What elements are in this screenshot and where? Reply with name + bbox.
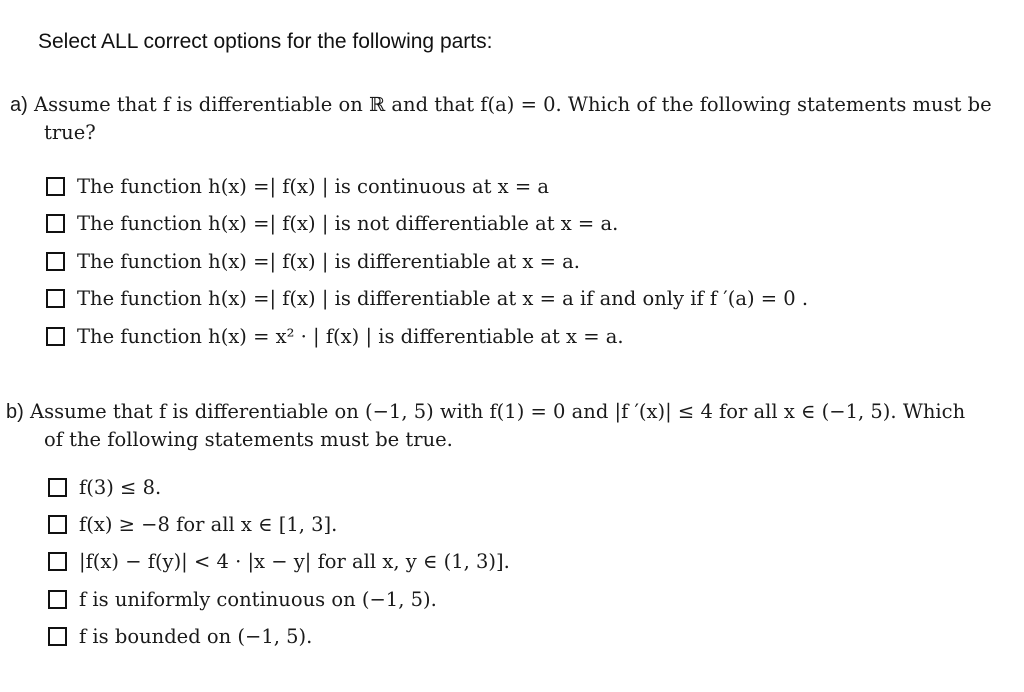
part-a-option-4[interactable] xyxy=(46,283,808,313)
part-a-option-1[interactable] xyxy=(46,171,549,201)
part-b-stem-line2: of the following statements must be true. xyxy=(44,428,453,451)
option-label: The function h(x) =| f(x) | is differentiable at x = a if and only if f ′(a) = 0 . xyxy=(77,286,809,310)
option-label: f is bounded on (−1, 5). xyxy=(79,624,313,648)
instructions-heading: Select ALL correct options for the following parts: xyxy=(38,30,493,53)
part-a-option-2[interactable] xyxy=(46,208,618,238)
part-a-option-5[interactable] xyxy=(46,321,624,351)
checkbox[interactable] xyxy=(48,627,67,646)
option-label: |f(x) − f(y)| < 4 · |x − y| for all x, y ∈ (1, 3)]. xyxy=(79,549,510,573)
part-b-option-5[interactable] xyxy=(48,621,312,651)
part-b-option-4[interactable] xyxy=(48,584,437,614)
checkbox[interactable] xyxy=(48,552,67,571)
part-a-stem-line1: Assume that f is differentiable on ℝ and that f(a) = 0. Which of the following statements must be xyxy=(34,93,992,116)
option-label: The function h(x) =| f(x) | is not differentiable at x = a. xyxy=(77,211,619,235)
checkbox[interactable] xyxy=(48,515,67,534)
part-a-stem xyxy=(10,91,992,119)
part-a-stem-line2: true? xyxy=(44,121,96,144)
option-label: f(3) ≤ 8. xyxy=(79,475,162,499)
part-b-label: b) xyxy=(6,401,24,423)
option-label: The function h(x) =| f(x) | is continuous at x = a xyxy=(77,174,549,198)
checkbox[interactable] xyxy=(46,214,65,233)
part-b-stem-line1: Assume that f is differentiable on (−1, 5) with f(1) = 0 and |f ′(x)| ≤ 4 for all x ∈ (−1, 5). Which xyxy=(30,400,966,423)
part-b-option-2[interactable] xyxy=(48,509,337,539)
checkbox[interactable] xyxy=(46,289,65,308)
checkbox[interactable] xyxy=(46,177,65,196)
checkbox[interactable] xyxy=(48,590,67,609)
part-a-label: a) xyxy=(10,94,28,116)
option-label: f(x) ≥ −8 for all x ∈ [1, 3]. xyxy=(79,512,338,536)
part-b-stem xyxy=(6,398,965,426)
checkbox[interactable] xyxy=(48,478,67,497)
part-b-option-1[interactable] xyxy=(48,472,161,502)
option-label: The function h(x) = x² · | f(x) | is differentiable at x = a. xyxy=(77,324,624,348)
checkbox[interactable] xyxy=(46,327,65,346)
part-b-option-3[interactable] xyxy=(48,546,510,576)
part-a-option-3[interactable] xyxy=(46,246,580,276)
checkbox[interactable] xyxy=(46,252,65,271)
option-label: f is uniformly continuous on (−1, 5). xyxy=(79,587,437,611)
option-label: The function h(x) =| f(x) | is differentiable at x = a. xyxy=(77,249,580,273)
